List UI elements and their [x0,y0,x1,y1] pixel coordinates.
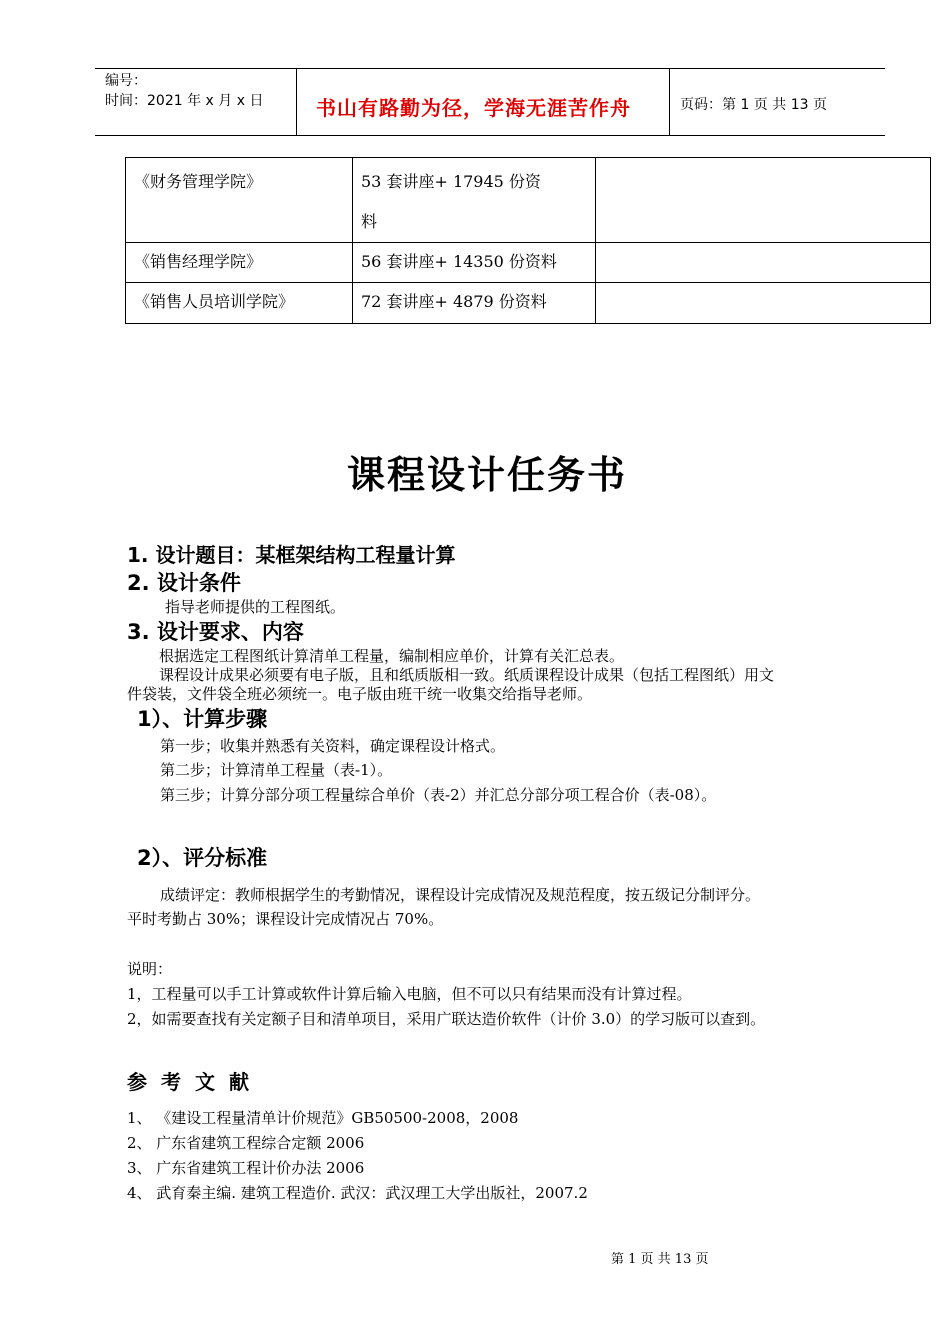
footer-page-number: 第 1 页 共 13 页 [611,1252,709,1267]
table-cell-extra [596,243,931,283]
grading-text-line-2: 平时考勤占 30%；课程设计完成情况占 70%。 [127,910,444,928]
table-cell-content-line: 53 套讲座+ 17945 份资 [361,172,541,191]
table-cell-content: 72 套讲座+ 4879 份资料 [353,283,596,324]
reference-item: 1、 《建设工程量清单计价规范》GB50500-2008，2008 [127,1109,519,1127]
resource-table [125,157,931,324]
header-top-rule [95,68,885,69]
reference-item: 4、 武育秦主编. 建筑工程造价. 武汉：武汉理工大学出版社，2007.2 [127,1184,588,1202]
step-1: 第一步；收集并熟悉有关资料，确定课程设计格式。 [160,737,506,755]
table-cell-name: 《销售人员培训学院》 [126,283,353,324]
table-row [126,158,931,243]
header-divider-left [296,68,297,136]
subsection-grading-heading: 2）、评分标准 [137,846,268,870]
section-3-paragraph-2-line-1: 课程设计成果必须要有电子版，且和纸质版相一致。纸质课程设计成果（包括工程图纸）用文 [159,666,775,684]
table-cell-extra [596,283,931,324]
table-cell-content [353,158,596,243]
section-2-heading: 2. 设计条件 [127,571,241,595]
reference-item: 3、 广东省建筑工程计价办法 2006 [127,1159,365,1177]
reference-item: 2、 广东省建筑工程综合定额 2006 [127,1134,365,1152]
section-3-heading: 3. 设计要求、内容 [127,620,304,644]
table-cell-name: 《财务管理学院》 [126,158,353,243]
table-cell-content: 56 套讲座+ 14350 份资料 [353,243,596,283]
table-cell-content-line: 料 [361,212,378,231]
header-page-label: 页码：第 1 页 共 13 页 [680,97,827,113]
grading-text-line-1: 成绩评定：教师根据学生的考勤情况，课程设计完成情况及规范程度，按五级记分制评分。 [160,886,761,904]
table-row [126,243,931,283]
table-cell-name: 《销售经理学院》 [126,243,353,283]
note-label: 说明： [127,960,173,978]
section-3-paragraph-1: 根据选定工程图纸计算清单工程量，编制相应单价，计算有关汇总表。 [159,647,625,665]
header-divider-right [669,68,670,136]
table-row [126,283,931,324]
document-title: 课程设计任务书 [347,453,628,497]
header-time-label: 时间：2021 年 x 月 x 日 [105,93,264,109]
header-number-label: 编号： [105,73,147,89]
header-motto: 书山有路勤为径，学海无涯苦作舟 [316,96,631,120]
note-2: 2，如需要查找有关定额子目和清单项目，采用广联达造价软件（计价 3.0）的学习版可以查到。 [127,1010,766,1028]
note-1: 1，工程量可以手工计算或软件计算后输入电脑，但不可以只有结果而没有计算过程。 [127,985,692,1003]
section-2-text: 指导老师提供的工程图纸。 [165,598,346,616]
header-bottom-rule [95,135,885,136]
step-2: 第二步；计算清单工程量（表-1）。 [160,761,393,779]
references-heading: 参考文献 [127,1070,263,1094]
table-cell-extra [596,158,931,243]
section-3-paragraph-2-line-2: 件袋装，文件袋全班必须统一。电子版由班干统一收集交给指导老师。 [127,685,593,703]
subsection-steps-heading: 1）、计算步骤 [137,707,268,731]
section-1-heading: 1. 设计题目：某框架结构工程量计算 [127,543,456,567]
step-3: 第三步；计算分部分项工程量综合单价（表-2）并汇总分部分项工程合价（表-08）。 [160,786,717,804]
